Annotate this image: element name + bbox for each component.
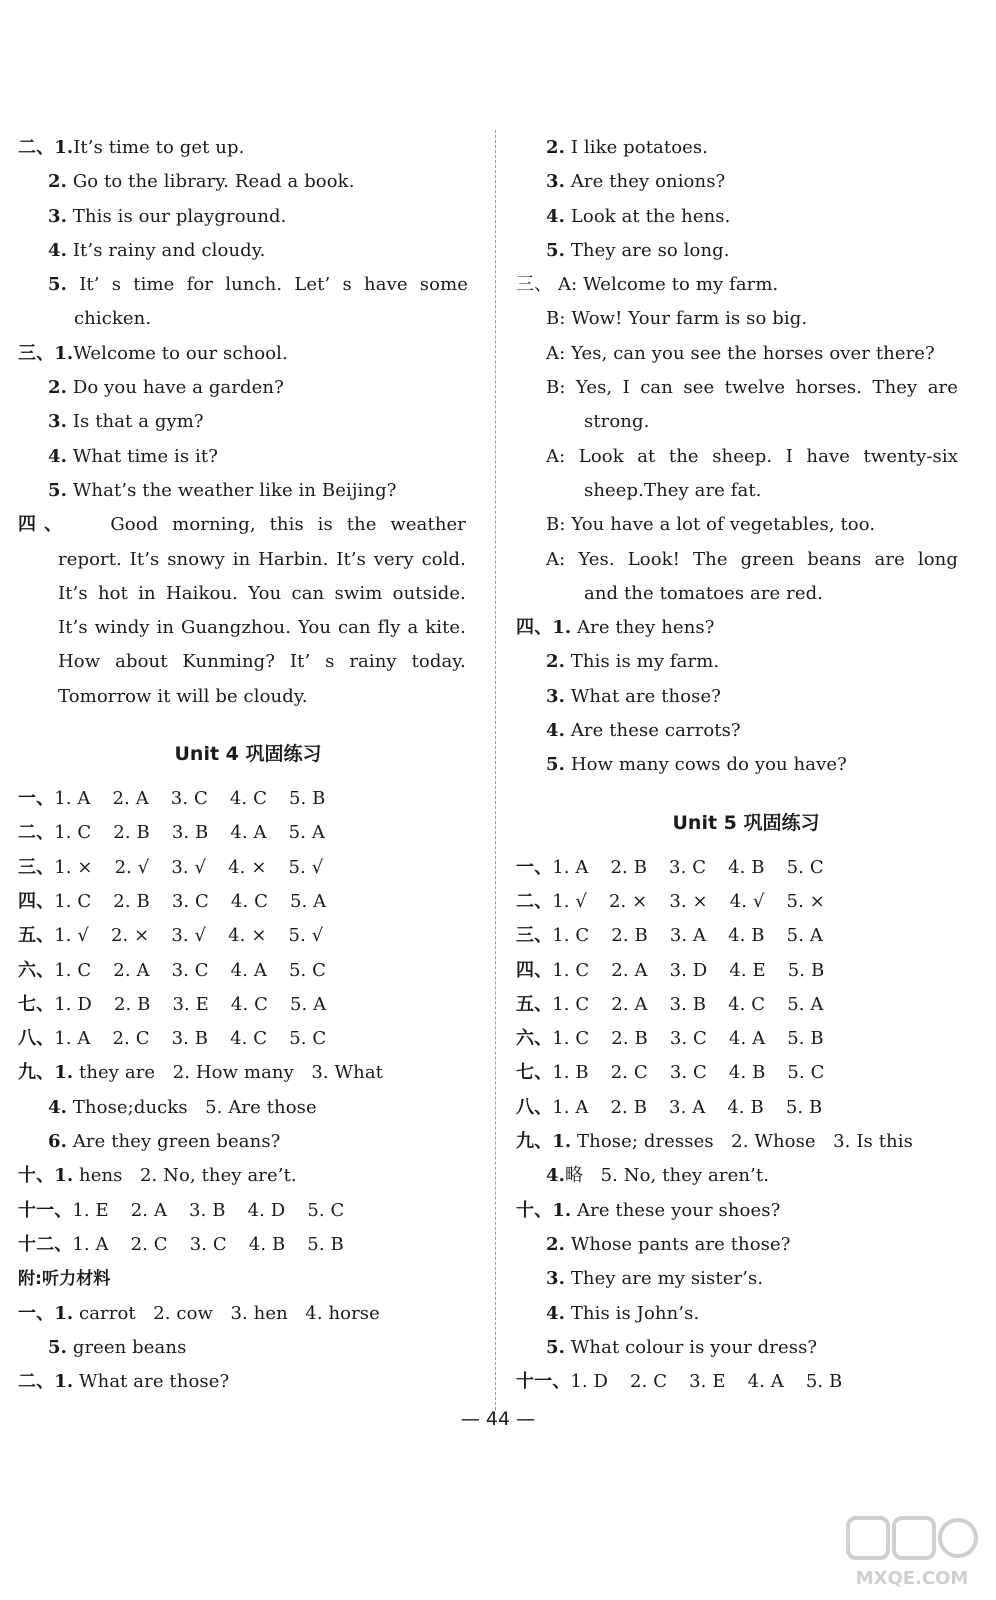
answer-row: 五、1. √ 2. × 3. √ 4. × 5. √ — [18, 925, 324, 947]
answer-row: 三、1. C 2. B 3. A 4. B 5. A — [516, 925, 823, 947]
dialog-line: A: Yes, can you see the horses over there? — [546, 342, 935, 364]
answer-line-continued: chicken. — [74, 308, 152, 330]
section-2-answers — [18, 131, 478, 337]
dialog-line: 三、 A: Welcome to my farm. — [516, 274, 779, 296]
answer-row: 七、1. D 2. B 3. E 4. C 5. A — [18, 993, 327, 1015]
answer-row: 六、1. C 2. B 3. C 4. A 5. B — [516, 1028, 824, 1050]
answer-line: 九、1. Those; dresses 2. Whose 3. Is this — [516, 1131, 913, 1153]
section-12-answers: 十二、1. A 2. C 3. C 4. B 5. B — [18, 1233, 344, 1255]
passage-line: Tomorrow it will be cloudy. — [58, 685, 308, 707]
answer-line: 3. What are those? — [546, 685, 722, 707]
passage-line: It’s windy in Guangzhou. You can fly a kite. — [58, 617, 466, 639]
answer-line: 5. It’ s time for lunch. Let’ s have some — [48, 274, 468, 296]
answer-line: 4. What time is it? — [48, 445, 218, 467]
answer-line: 2. This is my farm. — [546, 651, 720, 673]
appendix-heading: 附:听力材料 — [18, 1269, 111, 1290]
answer-line: 3. They are my sister’s. — [546, 1268, 764, 1290]
column-divider — [495, 130, 496, 1410]
passage-line: It’s hot in Haikou. You can swim outside. — [58, 582, 466, 604]
dialog-line: A: Yes. Look! The green beans are long — [546, 548, 958, 570]
answer-row: 一、1. A 2. B 3. C 4. B 5. C — [516, 856, 824, 878]
section-10-answers: 十、1. hens 2. No, they are’t. — [18, 1165, 297, 1187]
answer-row: 五、1. C 2. A 3. B 4. C 5. A — [516, 993, 824, 1015]
section-11-answers: 十一、1. E 2. A 3. B 4. D 5. C — [18, 1199, 345, 1221]
answer-row: 四、1. C 2. B 3. C 4. C 5. A — [18, 890, 327, 912]
section-4-passage — [18, 508, 478, 714]
dialog-line: B: Yes, I can see twelve horses. They are — [546, 377, 958, 399]
listening-continued — [516, 131, 976, 268]
answer-line: 十、1. Are these your shoes? — [516, 1199, 781, 1221]
answer-line: 二、1. What are those? — [18, 1371, 230, 1393]
answer-line: 5. What colour is your dress? — [546, 1336, 818, 1358]
dialog-line-continued: sheep.They are fat. — [584, 479, 762, 501]
answer-row: 一、1. A 2. A 3. C 4. C 5. B — [18, 788, 326, 810]
answer-row: 七、1. B 2. C 3. C 4. B 5. C — [516, 1062, 825, 1084]
section-9-answers — [18, 1056, 478, 1159]
answer-row: 八、1. A 2. C 3. B 4. C 5. C — [18, 1028, 327, 1050]
right-column — [516, 131, 976, 1399]
section-3-dialog — [516, 268, 976, 611]
dialog-line: A: Look at the sheep. I have twenty-six — [546, 445, 958, 467]
section-4-answers — [516, 611, 976, 782]
answer-line: 5. How many cows do you have? — [546, 754, 847, 776]
svg-text:MXQE.COM: MXQE.COM — [855, 1568, 969, 1589]
answer-row: 二、1. √ 2. × 3. × 4. √ 5. × — [516, 890, 825, 912]
answer-row: 六、1. C 2. A 3. C 4. A 5. C — [18, 959, 327, 981]
passage-line: 四、 Good morning, this is the weather — [18, 514, 466, 536]
answer-line: 2. I like potatoes. — [546, 137, 709, 158]
answer-line: 九、1. they are 2. How many 3. What — [18, 1062, 383, 1084]
answer-line: 4.略 5. No, they aren’t. — [546, 1165, 770, 1187]
answer-line: 6. Are they green beans? — [48, 1131, 281, 1153]
section-10-answers — [516, 1194, 976, 1365]
answer-row: 四、1. C 2. A 3. D 4. E 5. B — [516, 959, 825, 981]
answer-line: 5. green beans — [48, 1336, 187, 1358]
unit-5-answer-grid — [516, 851, 976, 1125]
section-3-answers — [18, 337, 478, 508]
answer-line: 一、1. carrot 2. cow 3. hen 4. horse — [18, 1302, 380, 1324]
answer-row: 三、1. × 2. √ 3. √ 4. × 5. √ — [18, 856, 324, 878]
dialog-line: B: You have a lot of vegetables, too. — [546, 514, 876, 536]
answer-line: 3. Is that a gym? — [48, 411, 204, 433]
section-9-answers — [516, 1125, 976, 1194]
answer-line: 四、1. Are they hens? — [516, 617, 715, 639]
unit-5-title: Unit 5 巩固练习 — [672, 811, 820, 834]
section-11-answers: 十一、1. D 2. C 3. E 4. A 5. B — [516, 1371, 843, 1393]
dialog-line-continued: strong. — [584, 411, 650, 433]
unit-4-title: Unit 4 巩固练习 — [174, 743, 322, 766]
left-column — [18, 131, 478, 1399]
answer-line: 5. What’s the weather like in Beijing? — [48, 479, 397, 501]
answer-line: 4. It’s rainy and cloudy. — [48, 239, 266, 261]
passage-line: How about Kunming? It’ s rainy today. — [58, 651, 466, 673]
dialog-line: B: Wow! Your farm is so big. — [546, 308, 808, 330]
passage-line: report. It’s snowy in Harbin. It’s very cold. — [58, 548, 466, 570]
answer-line: 2. Go to the library. Read a book. — [48, 171, 355, 193]
answer-line: 3. This is our playground. — [48, 205, 287, 227]
answer-line: 4. This is John’s. — [546, 1302, 700, 1324]
answer-line: 5. They are so long. — [546, 239, 730, 261]
unit-4-answer-grid — [18, 782, 478, 1056]
answer-line: 三、1.Welcome to our school. — [18, 342, 288, 364]
answer-line: 4. Are these carrots? — [546, 720, 741, 742]
answer-line: 二、1.It’s time to get up. — [18, 137, 245, 158]
answer-row: 二、1. C 2. B 3. B 4. A 5. A — [18, 822, 325, 844]
answer-line: 4. Look at the hens. — [546, 205, 731, 227]
answer-row: 八、1. A 2. B 3. A 4. B 5. B — [516, 1096, 823, 1118]
answer-line: 3. Are they onions? — [546, 171, 726, 193]
page-number: — 44 — — [460, 1408, 536, 1430]
answer-line: 4. Those;ducks 5. Are those — [48, 1096, 317, 1118]
answer-line: 2. Do you have a garden? — [48, 377, 284, 399]
site-watermark-logo — [842, 1514, 982, 1592]
answer-line: 2. Whose pants are those? — [546, 1233, 791, 1255]
dialog-line-continued: and the tomatoes are red. — [584, 582, 824, 604]
